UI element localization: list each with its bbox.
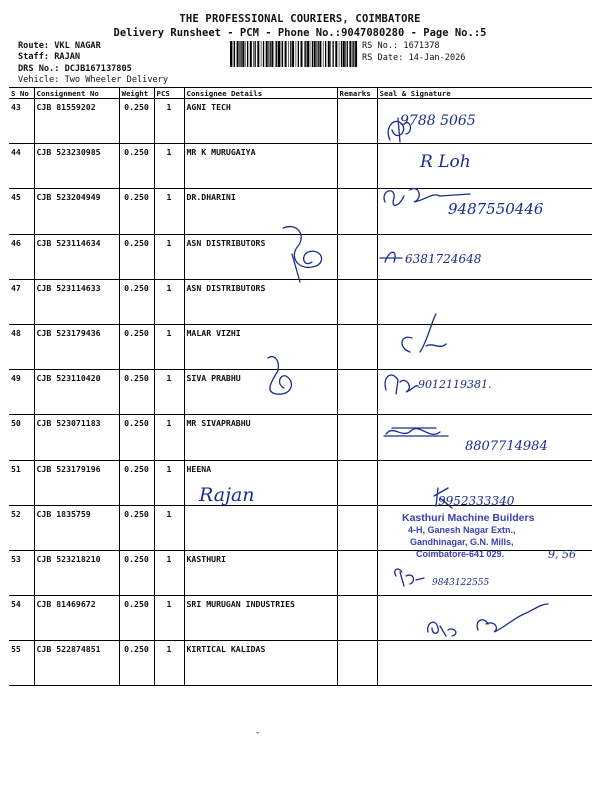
remarks-cell — [337, 415, 377, 460]
consignment-cell: CJB 1835759 — [34, 505, 119, 550]
barcode-bar — [339, 41, 340, 67]
stamp-line-4: Coimbatore-641 029. — [416, 549, 505, 559]
consignment-cell: CJB 523110420 — [34, 370, 119, 415]
remarks-cell — [337, 550, 377, 595]
signature-cell — [377, 370, 592, 415]
table-row — [9, 99, 592, 144]
remarks-cell — [337, 279, 377, 324]
col-header-consignment: Consignment No — [34, 88, 119, 99]
sno-cell: 51 — [9, 460, 34, 505]
consignee-cell: KASTHURI — [184, 550, 337, 595]
barcode-bar — [323, 41, 324, 67]
barcode-bar — [250, 41, 252, 67]
runsheet-subtitle: Delivery Runsheet - PCM - Phone No.:9047080280 - Page No.:5 — [113, 27, 487, 39]
stamp-line-1: Kasthuri Machine Builders — [402, 512, 535, 524]
barcode-bar — [276, 41, 277, 67]
barcode-bar — [343, 41, 345, 67]
sno-cell: 43 — [9, 99, 34, 144]
barcode-bar — [330, 41, 331, 67]
barcode-bar — [325, 41, 326, 67]
signature-cell — [377, 279, 592, 324]
barcode-bar — [290, 41, 291, 67]
col-header-consignee: Consignee Details — [184, 88, 337, 99]
barcode-bar — [316, 41, 317, 67]
signature-cell — [377, 596, 592, 641]
handwritten-phone-51: 8807714984 — [465, 439, 548, 454]
barcode-bar — [319, 41, 321, 67]
consignee-cell: AGNI TECH — [184, 99, 337, 144]
consignment-cell: CJB 523230985 — [34, 144, 119, 189]
remarks-cell — [337, 641, 377, 686]
remarks-cell — [337, 99, 377, 144]
barcode-bar — [245, 41, 246, 67]
weight-cell: 0.250 — [119, 324, 154, 369]
barcode-bar — [239, 41, 240, 67]
consignee-cell: ASN DISTRIBUTORS — [184, 279, 337, 324]
barcode-bar — [240, 41, 241, 67]
barcode-bar — [318, 41, 319, 67]
barcode-bar — [257, 41, 259, 67]
barcode-bar — [349, 41, 351, 67]
pcs-cell: 1 — [154, 279, 184, 324]
remarks-cell — [337, 460, 377, 505]
signature-cell — [377, 324, 592, 369]
pcs-cell: 1 — [154, 99, 184, 144]
handwritten-phone-52: 9952333340 — [438, 494, 515, 508]
drs-number: DRS No.: DCJB167137805 — [18, 64, 132, 74]
col-header-signature: Seal & Signature — [377, 88, 592, 99]
table-row — [9, 370, 592, 415]
consignment-cell: CJB 81559202 — [34, 99, 119, 144]
sno-cell: 54 — [9, 596, 34, 641]
barcode-bar — [312, 41, 313, 67]
barcode-bar — [237, 41, 239, 67]
remarks-cell — [337, 370, 377, 415]
stamp-line-3: Gandhinagar, G.N. Mills, — [410, 537, 514, 547]
barcode-bar — [230, 41, 232, 67]
pcs-cell: 1 — [154, 234, 184, 279]
weight-cell: 0.250 — [119, 370, 154, 415]
consignment-cell: CJB 523204949 — [34, 189, 119, 234]
barcode-bar — [288, 41, 289, 67]
consignee-cell: MR K MURUGAIYA — [184, 144, 337, 189]
pcs-cell: 1 — [154, 415, 184, 460]
remarks-cell — [337, 505, 377, 550]
col-header-weight: Weight — [119, 88, 154, 99]
pcs-cell: 1 — [154, 596, 184, 641]
barcode-bar — [333, 41, 334, 67]
sno-cell: 48 — [9, 324, 34, 369]
barcode-bar — [275, 41, 276, 67]
rs-date: RS Date: 14-Jan-2026 — [362, 53, 466, 63]
handwritten-note-53: 9, 56 — [548, 548, 576, 561]
weight-cell: 0.250 — [119, 596, 154, 641]
pcs-cell: 1 — [154, 641, 184, 686]
barcode-bar — [270, 41, 271, 67]
staff-label: Staff: RAJAN — [18, 52, 81, 62]
remarks-cell — [337, 144, 377, 189]
barcode-bar — [263, 41, 264, 67]
sno-cell: 47 — [9, 279, 34, 324]
pcs-cell: 1 — [154, 550, 184, 595]
col-header-pcs: PCS — [154, 88, 184, 99]
barcode-bar — [281, 41, 282, 67]
barcode-bar — [285, 41, 287, 67]
consignee-cell: MALAR VIZHI — [184, 324, 337, 369]
pcs-cell: 1 — [154, 144, 184, 189]
barcode-bar — [234, 41, 235, 67]
consignee-cell: DR.DHARINI — [184, 189, 337, 234]
barcode-bar — [255, 41, 256, 67]
weight-cell: 0.250 — [119, 460, 154, 505]
company-stamp — [398, 512, 578, 560]
runsheet-table — [9, 87, 592, 686]
barcode-bar — [310, 41, 311, 67]
pcs-cell: 1 — [154, 324, 184, 369]
handwritten-phone-43: 9788 5065 — [400, 113, 476, 129]
handwritten-phone-49: 9012119381. — [418, 378, 492, 391]
weight-cell: 0.250 — [119, 641, 154, 686]
barcode-bar — [292, 41, 294, 67]
barcode-bar — [307, 41, 309, 67]
barcode-bar — [298, 41, 299, 67]
sno-cell: 45 — [9, 189, 34, 234]
consignee-cell: SRI MURUGAN INDUSTRIES — [184, 596, 337, 641]
table-row — [9, 596, 592, 641]
barcode-bar — [353, 41, 354, 67]
barcode-bar — [335, 41, 337, 67]
consignee-cell — [184, 505, 337, 550]
remarks-cell — [337, 189, 377, 234]
handwritten-name-52: Rajan — [199, 484, 255, 506]
sno-cell: 49 — [9, 370, 34, 415]
barcode-bar — [261, 41, 262, 67]
signature-cell — [377, 144, 592, 189]
sno-cell: 52 — [9, 505, 34, 550]
consignment-cell: CJB 523114633 — [34, 279, 119, 324]
sno-cell: 55 — [9, 641, 34, 686]
rs-number: RS No.: 1671378 — [362, 41, 440, 51]
col-header-sno: S No — [9, 88, 34, 99]
barcode-bar — [282, 41, 283, 67]
barcode-bar — [345, 41, 346, 67]
table-row — [9, 279, 592, 324]
remarks-cell — [337, 324, 377, 369]
sno-cell: 46 — [9, 234, 34, 279]
consignee-cell: ASN DISTRIBUTORS — [184, 234, 337, 279]
barcode-bar — [347, 41, 348, 67]
barcode-bar — [242, 41, 244, 67]
table-row — [9, 144, 592, 189]
barcode-bar — [305, 41, 306, 67]
barcode-bar — [278, 41, 280, 67]
signature-cell — [377, 641, 592, 686]
barcode-image — [230, 41, 358, 67]
pcs-cell: 1 — [154, 189, 184, 234]
barcode-bar — [355, 41, 357, 67]
consignment-cell: CJB 523071183 — [34, 415, 119, 460]
consignment-cell: CJB 81469672 — [34, 596, 119, 641]
pcs-cell: 1 — [154, 370, 184, 415]
scan-mark: - — [256, 728, 260, 738]
table-row — [9, 234, 592, 279]
barcode-bar — [247, 41, 248, 67]
weight-cell: 0.250 — [119, 144, 154, 189]
consignee-cell: MR SIVAPRABHU — [184, 415, 337, 460]
barcode-bar — [314, 41, 316, 67]
barcode-bar — [341, 41, 342, 67]
barcode-bar — [301, 41, 303, 67]
barcode-bar — [268, 41, 269, 67]
vehicle-label: Vehicle: Two Wheeler Delivery — [18, 75, 169, 85]
barcode-bar — [233, 41, 234, 67]
sno-cell: 50 — [9, 415, 34, 460]
table-row — [9, 324, 592, 369]
consignee-cell: HEENA — [184, 460, 337, 505]
pcs-cell: 1 — [154, 460, 184, 505]
company-title: THE PROFESSIONAL COURIERS, COIMBATORE — [179, 13, 421, 25]
consignment-cell: CJB 522874851 — [34, 641, 119, 686]
consignee-cell: SIVA PRABHU — [184, 370, 337, 415]
pcs-cell: 1 — [154, 505, 184, 550]
barcode-bar — [296, 41, 297, 67]
weight-cell: 0.250 — [119, 505, 154, 550]
weight-cell: 0.250 — [119, 415, 154, 460]
table-header-row — [9, 88, 592, 99]
consignment-cell: CJB 523114634 — [34, 234, 119, 279]
weight-cell: 0.250 — [119, 99, 154, 144]
weight-cell: 0.250 — [119, 550, 154, 595]
consignment-cell: CJB 523179196 — [34, 460, 119, 505]
consignment-cell: CJB 523179436 — [34, 324, 119, 369]
weight-cell: 0.250 — [119, 189, 154, 234]
barcode-bar — [253, 41, 254, 67]
remarks-cell — [337, 596, 377, 641]
handwritten-signature-44: R Loh — [420, 152, 471, 172]
sno-cell: 44 — [9, 144, 34, 189]
barcode-bar — [271, 41, 273, 67]
barcode-bar — [304, 41, 305, 67]
handwritten-phone-46: 6381724648 — [405, 252, 482, 266]
handwritten-phone-45: 9487550446 — [448, 200, 544, 218]
handwritten-phone-54: 9843122555 — [432, 578, 490, 588]
stamp-line-2: 4-H, Ganesh Nagar Extn., — [408, 525, 516, 535]
consignee-cell: KIRTICAL KALIDAS — [184, 641, 337, 686]
table-row — [9, 641, 592, 686]
remarks-cell — [337, 234, 377, 279]
sno-cell: 53 — [9, 550, 34, 595]
barcode-bar — [352, 41, 353, 67]
route-label: Route: VKL NAGAR — [18, 41, 101, 51]
col-header-remarks: Remarks — [337, 88, 377, 99]
barcode-bar — [266, 41, 268, 67]
barcode-bar — [328, 41, 330, 67]
consignment-cell: CJB 523218210 — [34, 550, 119, 595]
weight-cell: 0.250 — [119, 279, 154, 324]
weight-cell: 0.250 — [119, 234, 154, 279]
